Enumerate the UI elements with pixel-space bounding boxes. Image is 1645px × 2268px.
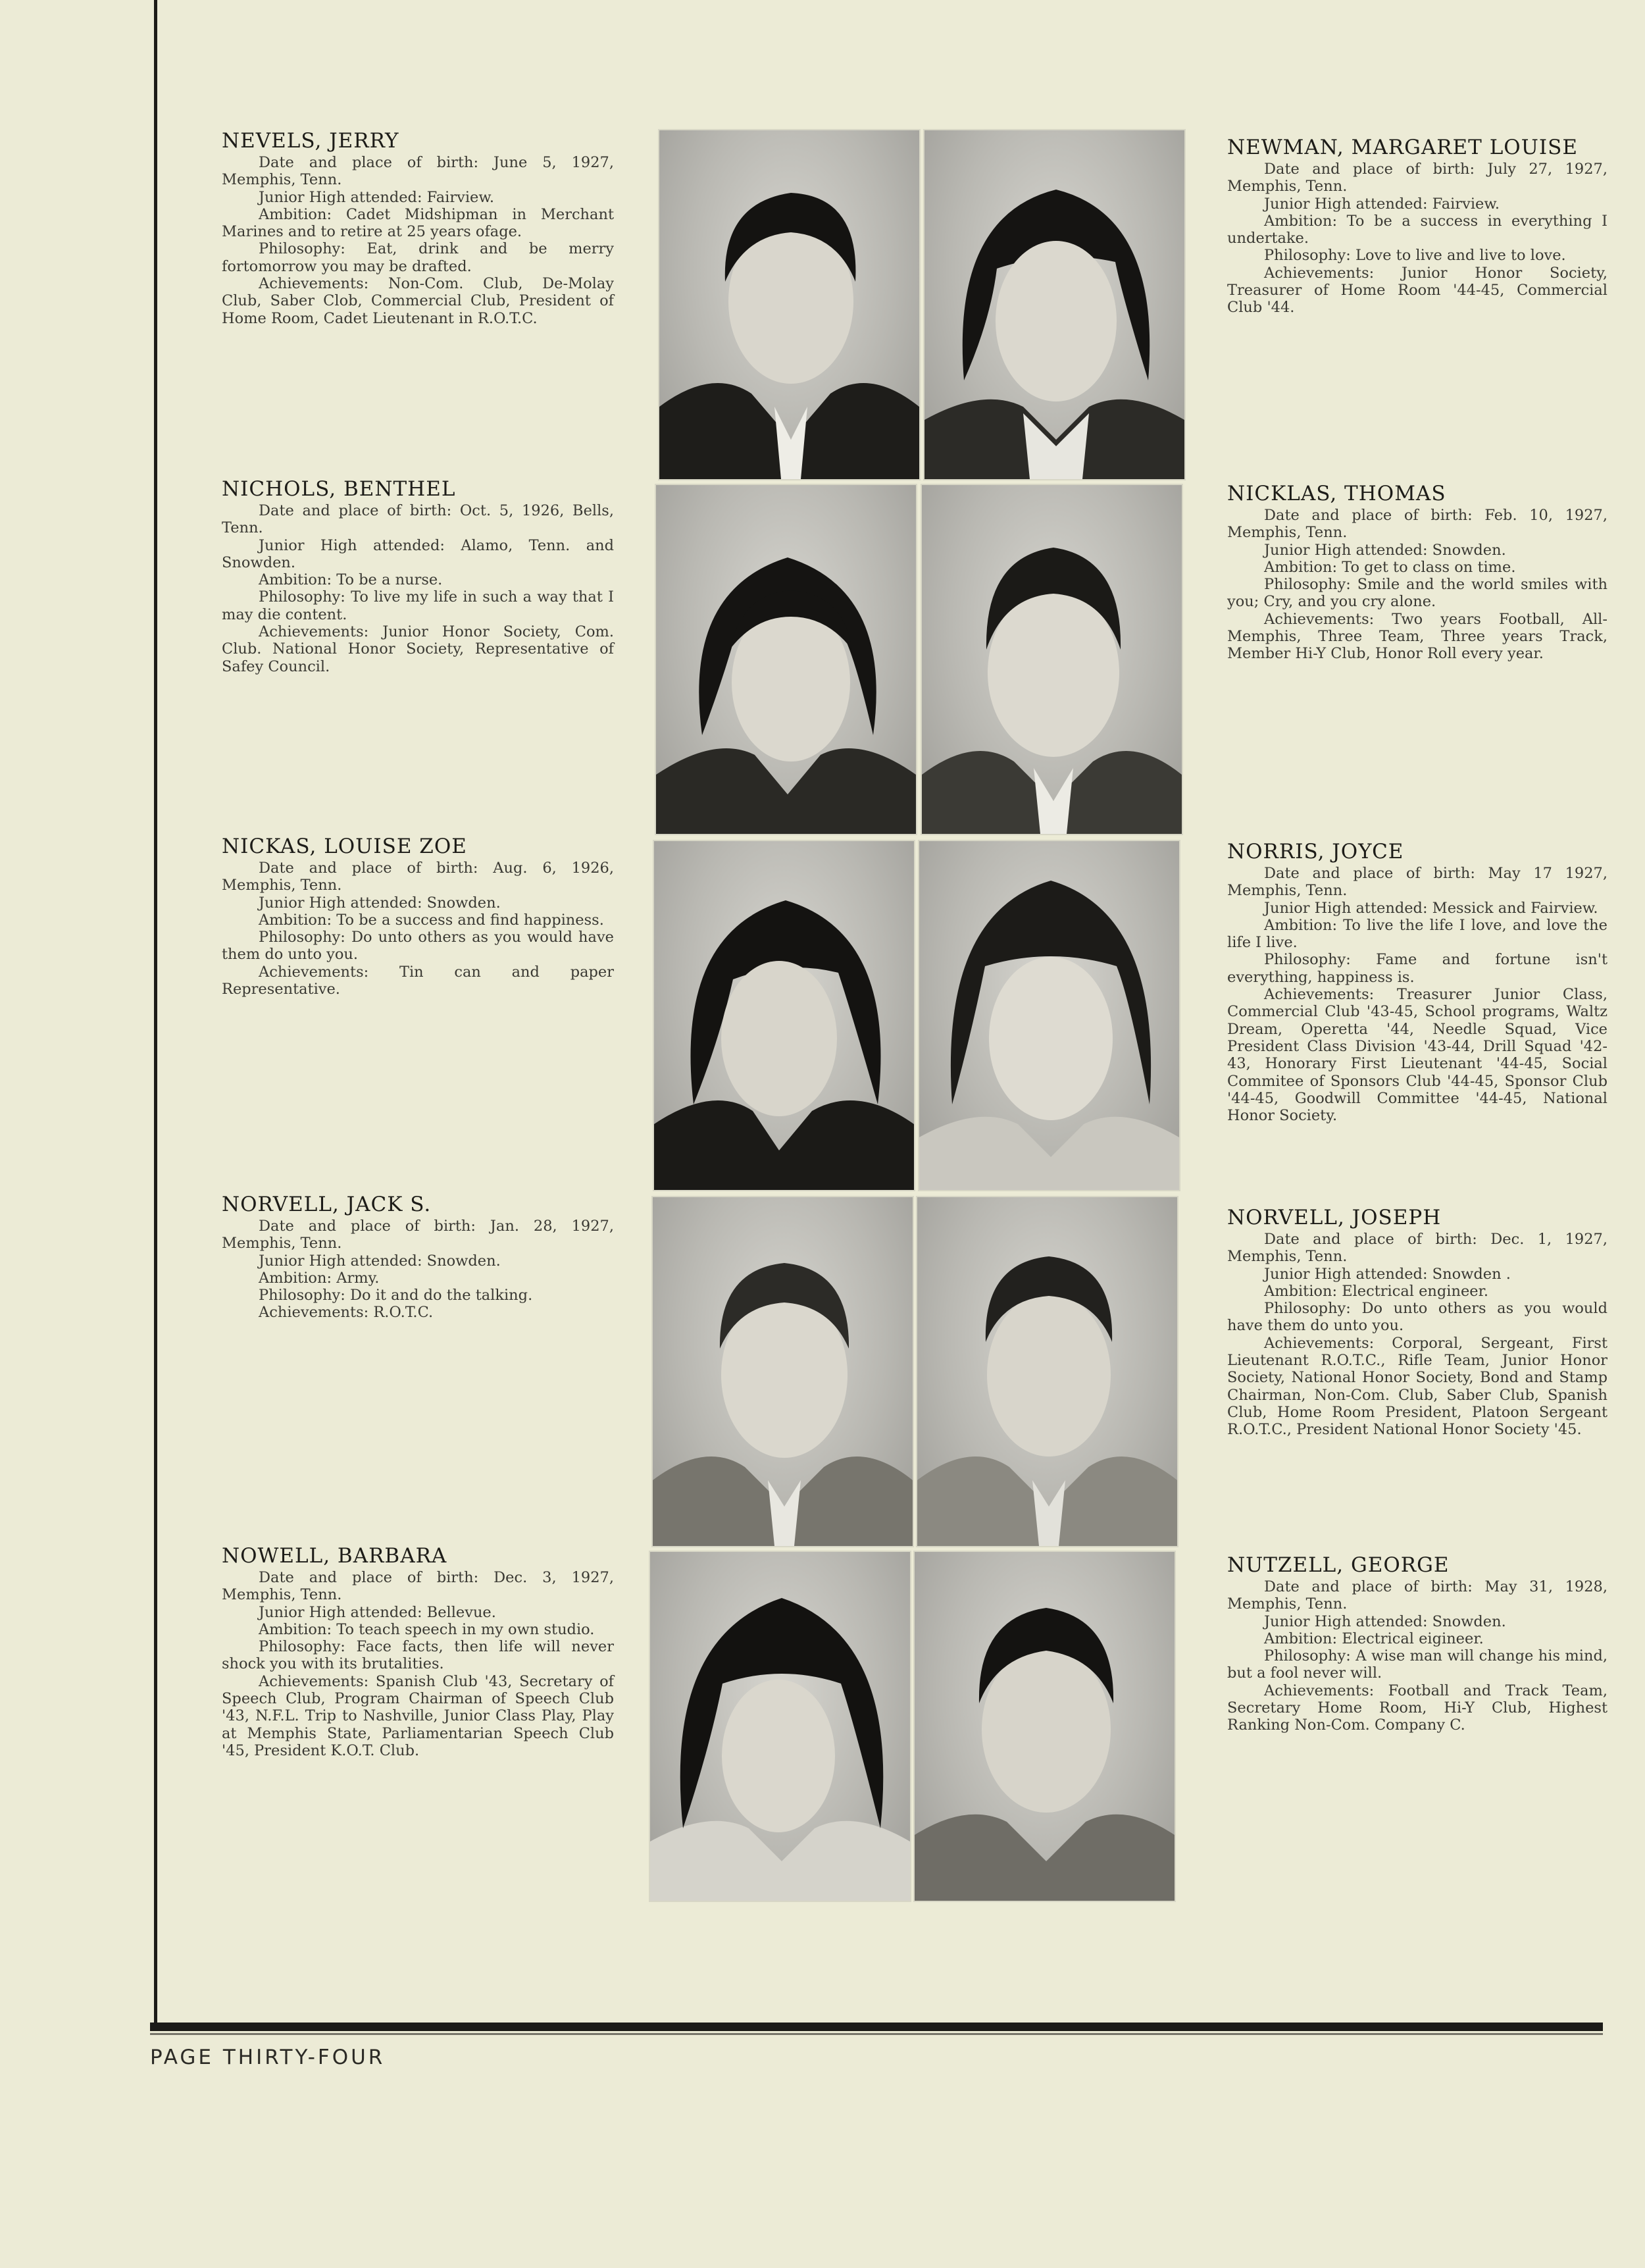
junior-high-info: Junior High attended: Fairview. xyxy=(259,188,495,206)
junior-high-info: Junior High attended: Messick and Fairview. xyxy=(1264,899,1598,917)
birth-info: Date and place of birth: Feb. 10, 1927, Memphis, Tenn. xyxy=(1227,507,1607,542)
ambition-info: Ambition: To live the life I love, and love the life I live. xyxy=(1227,916,1607,952)
student-name: NICHOLS, BENTHEL xyxy=(222,477,456,501)
philosophy-info: Philosophy: Fame and fortune isn't everything, happiness is. xyxy=(1227,951,1607,986)
student-entry-norvell-joseph xyxy=(1227,1207,1607,1439)
birth-info: Date and place of birth: June 5, 1927, Memphis, Tenn. xyxy=(222,154,614,189)
portrait-male-image xyxy=(922,485,1182,834)
portrait-photo-male xyxy=(659,130,919,479)
achievements-info: Achievements: Junior Honor Society, Com. Club. National Honor Society, Representative of Safey Council. xyxy=(222,623,614,675)
junior-high-info: Junior High attended: Snowden . xyxy=(1264,1265,1511,1283)
student-entry-norris xyxy=(1227,841,1607,1124)
birth-info: Date and place of birth: Aug. 6, 1926, Memphis, Tenn. xyxy=(222,860,614,894)
portrait-female-image xyxy=(924,130,1184,479)
birth-info: Date and place of birth: May 31, 1928, Memphis, Tenn. xyxy=(1227,1578,1607,1613)
page-footer: PAGE THIRTY-FOUR xyxy=(150,2046,386,2069)
left-margin-rule xyxy=(154,0,157,2030)
portrait-photo-male xyxy=(917,1197,1177,1546)
junior-high-info: Junior High attended: Snowden. xyxy=(1264,541,1506,559)
achievements-info: Achievements: Junior Honor Society, Treasurer of Home Room '44-45, Commercial Club '44. xyxy=(1227,264,1607,317)
portrait-male-image xyxy=(653,1197,913,1546)
student-name: NICKLAS, THOMAS xyxy=(1227,482,1446,505)
student-name: NICKAS, LOUISE ZOE xyxy=(222,835,467,858)
achievements-info: Achievements: Non-Com. Club, De-Molay Club, Saber Clob, Commercial Club, President of Home Room, Cadet Lieutenant in R.O.T.C. xyxy=(222,275,614,327)
student-entry-nichols xyxy=(222,478,614,675)
birth-info: Date and place of birth: July 27, 1927, Memphis, Tenn. xyxy=(1227,161,1607,195)
junior-high-info: Junior High attended: Snowden. xyxy=(259,894,501,912)
philosophy-info: Philosophy: Do unto others as you would have them do unto you. xyxy=(1227,1300,1607,1335)
bottom-rule xyxy=(150,2023,1603,2031)
portrait-female-image xyxy=(650,1552,910,1901)
achievements-info: Achievements: Spanish Club '43, Secretary of Speech Club, Program Chairman of Speech Club '43, N.F.L. Trip to Nashville, Junior Class Play, Play at Memphis State, Parliamentarian Speech Club '45, President K.O.T. Club. xyxy=(222,1672,614,1759)
portrait-photo-female xyxy=(919,841,1179,1190)
ambition-info: Ambition: Cadet Midshipman in Merchant Marines and to retire at 25 years ofage. xyxy=(222,205,614,241)
achievements-info: Achievements: Tin can and paper Representative. xyxy=(222,963,614,998)
student-name: NEVELS, JERRY xyxy=(222,129,399,153)
ambition-info: Ambition: To be a nurse. xyxy=(259,571,443,589)
portrait-photo-male xyxy=(653,1197,913,1546)
philosophy-info: Philosophy: Eat, drink and be merry fortomorrow you may be drafted. xyxy=(222,240,614,275)
junior-high-info: Junior High attended: Snowden. xyxy=(259,1252,501,1270)
junior-high-info: Junior High attended: Bellevue. xyxy=(259,1603,496,1621)
birth-info: Date and place of birth: Oct. 5, 1926, Bells, Tenn. xyxy=(222,502,614,537)
achievements-info: Achievements: Two years Football, All-Memphis, Three Team, Three years Track, Member Hi-Y Club, Honor Roll every year. xyxy=(1227,610,1607,663)
portrait-male-image xyxy=(659,130,919,479)
achievements-info: Achievements: Corporal, Sergeant, First Lieutenant R.O.T.C., Rifle Team, Junior Honor Society, National Honor Society, Bond and Stamp Chairman, Non-Com. Club, Saber Club, Spanish Club, Home Room President, Platoon Sergeant R.O.T.C., President National Honor Society '45. xyxy=(1227,1334,1607,1439)
portrait-male-image xyxy=(917,1197,1177,1546)
portrait-female-image xyxy=(919,841,1179,1190)
student-name: NORRIS, JOYCE xyxy=(1227,840,1404,863)
student-entry-norvell-jack xyxy=(222,1194,614,1322)
philosophy-info: Philosophy: Do unto others as you would have them do unto you. xyxy=(222,929,614,964)
portrait-photo-male xyxy=(922,485,1182,834)
achievements-info: Achievements: R.O.T.C. xyxy=(259,1304,434,1322)
student-name: NEWMAN, MARGARET LOUISE xyxy=(1227,136,1578,159)
philosophy-info: Philosophy: To live my life in such a way that I may die content. xyxy=(222,588,614,623)
birth-info: Date and place of birth: May 17 1927, Memphis, Tenn. xyxy=(1227,865,1607,900)
junior-high-info: Junior High attended: Alamo, Tenn. and Snowden. xyxy=(222,536,614,571)
ambition-info: Ambition: To be a success in everything I undertake. xyxy=(1227,212,1607,247)
philosophy-info: Philosophy: Love to live and live to love. xyxy=(1264,247,1566,265)
student-name: NUTZELL, GEORGE xyxy=(1227,1553,1450,1577)
student-entry-nowell xyxy=(222,1545,614,1759)
birth-info: Date and place of birth: Jan. 28, 1927, Memphis, Tenn. xyxy=(222,1218,614,1252)
birth-info: Date and place of birth: Dec. 1, 1927, Memphis, Tenn. xyxy=(1227,1231,1607,1266)
ambition-info: Ambition: To be a success and find happiness. xyxy=(259,911,604,929)
student-entry-nutzell xyxy=(1227,1555,1607,1734)
philosophy-info: Philosophy: Smile and the world smiles with you; Cry, and you cry alone. xyxy=(1227,576,1607,611)
student-name: NOWELL, BARBARA xyxy=(222,1544,447,1568)
ambition-info: Ambition: To teach speech in my own studio. xyxy=(259,1620,595,1638)
student-entry-newman xyxy=(1227,137,1607,317)
student-name: NORVELL, JACK S. xyxy=(222,1193,432,1216)
student-entry-nickas xyxy=(222,836,614,998)
philosophy-info: Philosophy: Face facts, then life will never shock you with its brutalities. xyxy=(222,1638,614,1673)
portrait-female-image xyxy=(654,841,914,1190)
student-entry-nicklas xyxy=(1227,483,1607,663)
achievements-info: Achievements: Treasurer Junior Class, Commercial Club '43-45, School programs, Waltz Dream, Operetta '44, Needle Squad, Vice President Class Division '43-44, Drill Squad '42-43, Honorary First Lieutenant '44-45, Social Commitee of Sponsors Club '44-45, Sponsor Club '44-45, Goodwill Committee '44-45, National Honor Society. xyxy=(1227,986,1607,1125)
student-entry-nevels xyxy=(222,130,614,327)
ambition-info: Ambition: Electrical eigineer. xyxy=(1264,1630,1484,1647)
portrait-photo-female xyxy=(924,130,1184,479)
ambition-info: Ambition: To get to class on time. xyxy=(1264,558,1516,576)
portrait-photo-female xyxy=(654,841,914,1190)
portrait-female-image xyxy=(656,485,916,834)
ambition-info: Ambition: Electrical engineer. xyxy=(1264,1282,1489,1300)
birth-info: Date and place of birth: Dec. 3, 1927, Memphis, Tenn. xyxy=(222,1569,614,1604)
portrait-photo-female xyxy=(656,485,916,834)
student-name: NORVELL, JOSEPH xyxy=(1227,1206,1442,1229)
ambition-info: Ambition: Army. xyxy=(259,1269,380,1287)
portrait-male-image xyxy=(915,1552,1175,1901)
achievements-info: Achievements: Football and Track Team, Secretary Home Room, Hi-Y Club, Highest Ranking Non-Com. Company C. xyxy=(1227,1682,1607,1734)
portrait-photo-female xyxy=(650,1552,910,1901)
philosophy-info: Philosophy: A wise man will change his mind, but a fool never will. xyxy=(1227,1647,1607,1682)
philosophy-info: Philosophy: Do it and do the talking. xyxy=(259,1287,533,1304)
junior-high-info: Junior High attended: Snowden. xyxy=(1264,1612,1506,1630)
junior-high-info: Junior High attended: Fairview. xyxy=(1264,195,1500,213)
portrait-photo-male xyxy=(915,1552,1175,1901)
